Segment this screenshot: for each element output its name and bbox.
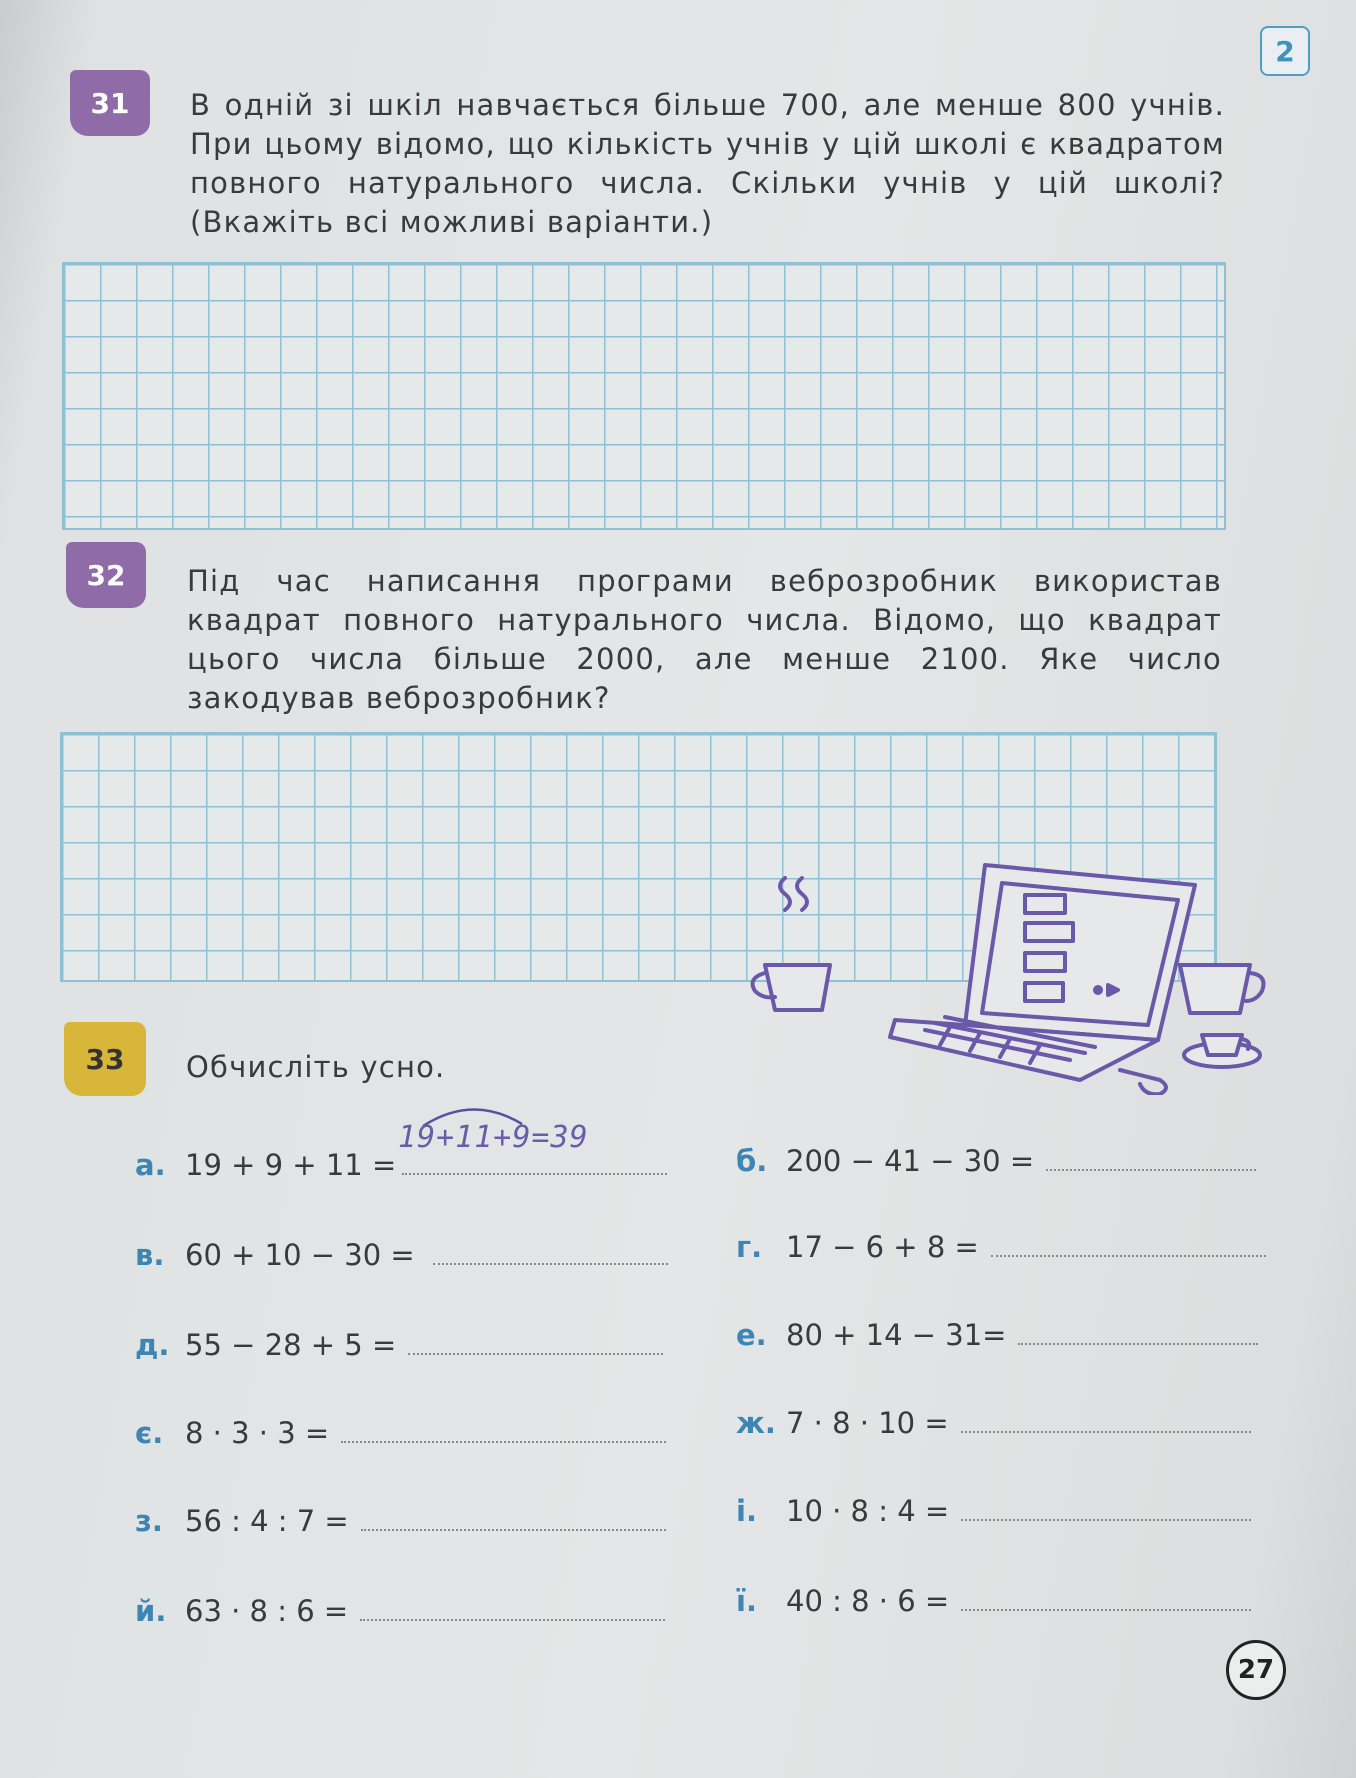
exercise-zh — [736, 1406, 1251, 1440]
exercise-label: й. — [135, 1594, 167, 1628]
exercise-g — [736, 1230, 1266, 1264]
task-number-32: 32 — [66, 542, 146, 608]
exercise-expression: 80 + 14 − 31= — [786, 1318, 1007, 1352]
task-33-text: Обчисліть усно. — [186, 1050, 446, 1084]
exercise-yi — [736, 1584, 1251, 1618]
answer-grid-31[interactable] — [62, 262, 1226, 530]
exercise-label: ж. — [736, 1406, 776, 1440]
exercise-expression: 19 + 9 + 11 = — [185, 1148, 397, 1182]
task-32-text: Під час написання програми веброзробник використав квадрат повного натурального числа. Відомо, що квадрат цього числа більше 2000, але менше 2100. Яке число закодував веброзробник? — [187, 564, 1222, 715]
exercise-label: г. — [736, 1230, 763, 1264]
answer-line[interactable] — [433, 1241, 668, 1265]
exercise-label: ї. — [736, 1584, 757, 1618]
exercise-i — [736, 1494, 1251, 1528]
exercise-label: є. — [135, 1416, 164, 1450]
exercise-label: д. — [135, 1328, 170, 1362]
exercise-expression: 60 + 10 − 30 = — [185, 1238, 415, 1272]
answer-line[interactable] — [341, 1419, 666, 1443]
exercise-e — [736, 1318, 1258, 1352]
exercise-y — [135, 1594, 665, 1628]
exercise-ye — [135, 1416, 666, 1450]
exercise-expression: 10 · 8 : 4 = — [786, 1494, 950, 1528]
answer-line[interactable] — [360, 1597, 665, 1621]
answer-line[interactable] — [961, 1409, 1251, 1433]
exercise-expression: 7 · 8 · 10 = — [786, 1406, 949, 1440]
exercise-label: б. — [736, 1144, 768, 1178]
exercise-label: а. — [135, 1148, 166, 1182]
exercise-expression: 200 − 41 − 30 = — [786, 1144, 1035, 1178]
exercise-expression: 17 − 6 + 8 = — [786, 1230, 979, 1264]
answer-line[interactable] — [361, 1507, 666, 1531]
exercise-label: і. — [736, 1494, 757, 1528]
answer-line[interactable] — [1018, 1321, 1258, 1345]
task-number-33: 33 — [64, 1022, 146, 1096]
exercise-v — [135, 1238, 668, 1272]
exercise-expression: 40 : 8 · 6 = — [786, 1584, 950, 1618]
corner-badge: 2 — [1260, 26, 1310, 76]
task-number-31: 31 — [70, 70, 150, 136]
coffee-cup-icon — [765, 965, 830, 1010]
answer-line[interactable] — [961, 1497, 1251, 1521]
exercise-expression: 55 − 28 + 5 = — [185, 1328, 397, 1362]
task-31-text: В одній зі шкіл навчається більше 700, але менше 800 учнів. При цьому відомо, що кількість учнів у цій школі є квадратом повного натурального числа. Скільки учнів у цій школі? (Вкажіть всі можливі варіанти.) — [190, 88, 1225, 239]
laptop-coffee-illustration — [740, 855, 1280, 1095]
answer-line[interactable] — [408, 1331, 663, 1355]
answer-line[interactable] — [961, 1587, 1251, 1611]
handwritten-answer-a: 19+11+9=39 — [398, 1120, 589, 1155]
answer-line[interactable] — [991, 1233, 1266, 1257]
exercise-expression: 56 : 4 : 7 = — [185, 1504, 349, 1538]
exercise-label: е. — [736, 1318, 767, 1352]
exercise-b — [736, 1144, 1256, 1178]
exercise-label: з. — [135, 1504, 163, 1538]
exercise-label: в. — [135, 1238, 165, 1272]
steam-icon — [780, 878, 790, 910]
answer-line[interactable] — [1046, 1147, 1256, 1171]
exercise-expression: 8 · 3 · 3 = — [185, 1416, 330, 1450]
exercise-expression: 63 · 8 : 6 = — [185, 1594, 349, 1628]
mug-icon — [1180, 965, 1250, 1013]
exercise-d — [135, 1328, 663, 1362]
page-number: 27 — [1226, 1640, 1286, 1700]
exercise-z — [135, 1504, 666, 1538]
